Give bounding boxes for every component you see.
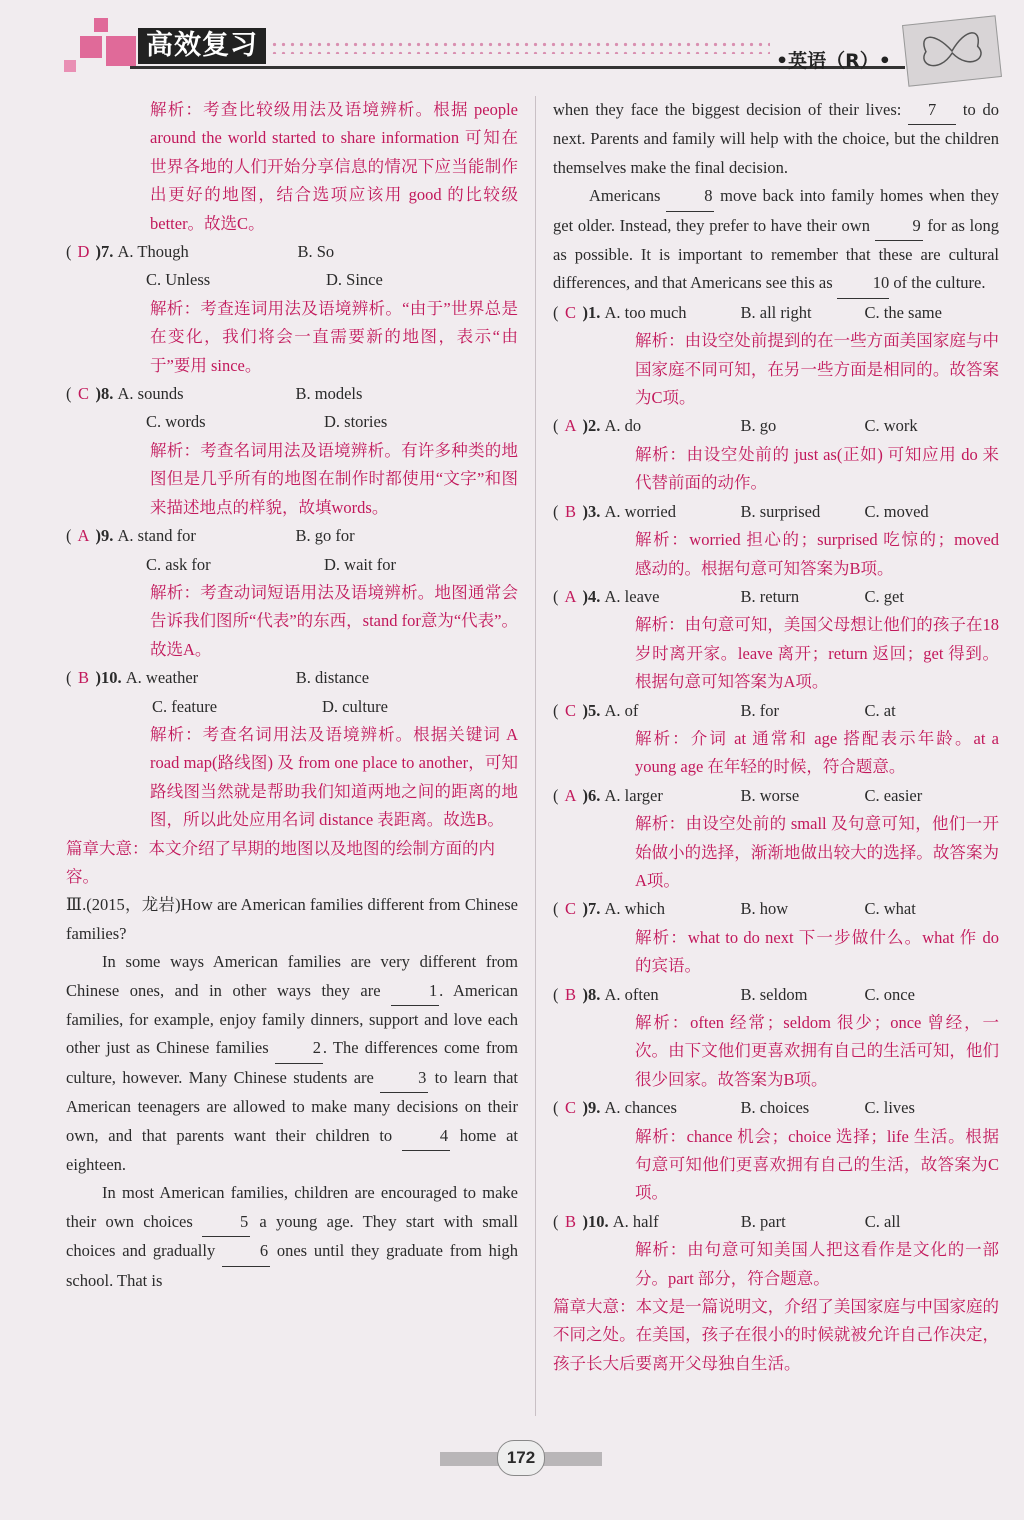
header-block: [94, 18, 108, 32]
explanation: 解析：由设空处前提到的在一些方面美国家庭与中国家庭不同可知，在另一些方面是相同的。故答案为C项。: [635, 331, 999, 408]
question-item: ( B )8. A. often B. seldom C. once: [553, 981, 999, 1009]
question-number: )8.: [95, 384, 114, 404]
blank-3: 3: [380, 1064, 428, 1093]
butterfly-card-icon: [902, 15, 1002, 86]
option-c: C. easier: [864, 785, 923, 805]
option-a: A. of: [604, 700, 639, 720]
footer-bar: [540, 1452, 602, 1466]
header-block: [106, 36, 136, 66]
option-c: C. words: [146, 412, 206, 432]
blank-10: 10: [837, 269, 890, 298]
passage-paragraph-2: [66, 1179, 518, 1295]
subject-label: •英语（R）•: [776, 50, 891, 72]
question-item: ( B )3. A. worried B. surprised C. moved: [553, 498, 999, 526]
option-c: C. get: [864, 586, 904, 606]
question-item: ( A )2. A. do B. go C. work: [553, 412, 999, 440]
answer: A: [564, 416, 577, 436]
question-number: )8.: [582, 984, 601, 1004]
option-a: A. worried: [604, 501, 676, 521]
blank-2: 2: [275, 1034, 323, 1063]
explanation-8: 解析：考查名词用法及语境辨析。有许多种类的地图但是几乎所有的地图在制作时都使用“文字”和图来描述地点的样貌，故填words。: [150, 440, 518, 517]
passage-text: . The differences come from culture, however. Many Chinese students are: [66, 1038, 518, 1087]
explanation: 解析：worried 担心的；surprised 吃惊的；moved 感动的。根据句意可知答案为B项。: [635, 530, 999, 578]
question-8: ( C )8. A. sounds B. models: [66, 380, 518, 408]
option-c: C. Unless: [146, 270, 211, 290]
option-c: C. once: [864, 984, 915, 1004]
blank-8: 8: [666, 182, 714, 211]
explanation-6: 解析：考查比较级用法及语境辨析。根据 people around the world started to share information 可知在世界各地的人们开始分享信息的情况下应当能制作出更好的地图，结合选项应该用 good 的比较级 better。故选C。: [150, 100, 518, 233]
option-b: B. part: [740, 1211, 786, 1231]
left-column: [66, 96, 518, 1295]
header-block: [64, 60, 76, 72]
page-number: 172: [497, 1440, 545, 1476]
explanation-9: 解析：考查动词短语用法及语境辨析。地图通常会告诉我们图所“代表”的东西，stand for意为“代表”。故选A。: [150, 582, 518, 659]
option-b: B. return: [740, 586, 800, 606]
option-a: A. too much: [604, 302, 687, 322]
explanation: 解析：由句意可知，美国父母想让他们的孩子在18岁时离开家。leave 离开；return 返回；get 得到。根据句意可知答案为A项。: [635, 615, 999, 692]
answer: A: [564, 586, 577, 606]
question-number: )5.: [582, 700, 601, 720]
header: [0, 0, 1024, 92]
header-title: 高效复习: [138, 28, 266, 64]
passage-paragraph-3: [553, 182, 999, 299]
explanation-10: 解析：考查名词用法及语境辨析。根据关键词 A road map(路线图) 及 from one place to another，可知路线图当然就是帮助我们知道两地之间的距离的地图，所以此处应用名词 distance 表距离。故选B。: [150, 724, 518, 830]
option-a: A. which: [604, 899, 665, 919]
passage-summary: 篇章大意：本文介绍了早期的地图以及地图的绘制方面的内容。: [66, 838, 495, 886]
answer: B: [564, 501, 576, 521]
option-c: C. work: [864, 416, 918, 436]
option-a: A. half: [612, 1211, 659, 1231]
column-divider: [535, 96, 536, 1416]
option-d: D. culture: [322, 696, 388, 716]
explanation: 解析：由句意可知美国人把这看作是文化的一部分。part 部分，符合题意。: [635, 1240, 999, 1288]
answer: C: [564, 1098, 576, 1118]
passage-text: of the culture.: [893, 273, 986, 293]
option-a: A. chances: [604, 1098, 677, 1118]
option-a: A. Though: [117, 242, 189, 262]
option-c: C. feature: [152, 696, 218, 716]
header-block: [80, 36, 102, 58]
option-b: B. surprised: [740, 501, 821, 521]
question-item: ( C )9. A. chances B. choices C. lives: [553, 1094, 999, 1122]
question-item: ( C )7. A. which B. how C. what: [553, 895, 999, 923]
option-c: C. all: [864, 1211, 901, 1231]
question-number: )7.: [582, 899, 601, 919]
passage-text: Americans: [589, 186, 661, 206]
option-b: B. how: [740, 899, 789, 919]
explanation: 解析：what to do next 下一步做什么。what 作 do 的宾语。: [635, 927, 999, 976]
answer: C: [564, 302, 576, 322]
option-a: A. often: [604, 984, 659, 1004]
passage-text: to learn that American teenagers are allowed to make many decisions on their own, and that parents want their children to: [66, 1067, 519, 1145]
question-7-row2: [66, 266, 518, 294]
blank-9: 9: [875, 212, 923, 241]
question-number: )7.: [95, 242, 114, 262]
option-a: A. stand for: [117, 526, 196, 546]
question-number: )9.: [582, 1098, 601, 1118]
answer: C: [564, 700, 576, 720]
option-c: C. what: [864, 899, 916, 919]
explanation: 解析：often 经常；seldom 很少；once 曾经，一次。由下文他们更喜欢拥有自己的生活可知，他们很少回家。故答案为B项。: [635, 1013, 999, 1089]
blank-5: 5: [202, 1208, 250, 1237]
question-8-row2: [66, 408, 518, 436]
answer: B: [77, 668, 89, 688]
answer: B: [564, 1211, 576, 1231]
answer: B: [564, 984, 576, 1004]
option-b: B. all right: [740, 302, 812, 322]
blank-1: 1: [391, 977, 439, 1006]
answer: A: [564, 785, 577, 805]
question-number: )10.: [582, 1211, 609, 1231]
option-c: C. the same: [864, 302, 942, 322]
passage-text: move back into family homes when they get older. Instead, they prefer to have their own: [553, 186, 999, 235]
explanation: 解析：介词 at 通常和 age 搭配表示年龄。at a young age 在年轻的时候，符合题意。: [635, 728, 999, 777]
option-b: B. seldom: [740, 984, 808, 1004]
question-10: ( B )10. A. weather B. distance: [66, 664, 518, 692]
option-b: B. for: [740, 700, 779, 720]
explanation-7: 解析：考查连词用法及语境辨析。“由于”世界总是在变化，我们将会一直需要新的地图，表示“由于”要用 since。: [150, 298, 518, 375]
question-item: ( C )5. A. of B. for C. at: [553, 697, 999, 725]
option-c: C. at: [864, 700, 896, 720]
question-number: )10.: [95, 668, 122, 688]
question-list: [553, 299, 999, 1293]
option-a: A. larger: [604, 785, 663, 805]
passage-text: home at eighteen.: [66, 1125, 518, 1175]
option-a: A. weather: [125, 668, 199, 688]
option-a: A. leave: [604, 586, 660, 606]
passage-text: to do next. Parents and family will help with the choice, but the children themselves make the final decision.: [553, 100, 1000, 177]
blank-4: 4: [402, 1122, 450, 1151]
answer: C: [564, 899, 576, 919]
option-d: D. Since: [326, 270, 383, 290]
question-number: )4.: [582, 586, 601, 606]
question-number: )2.: [582, 416, 601, 436]
question-number: )1.: [582, 302, 601, 322]
footer-bar: [440, 1452, 502, 1466]
option-b: B. choices: [740, 1098, 810, 1118]
header-dots: [270, 40, 770, 54]
option-b: B. worse: [740, 785, 800, 805]
explanation: 解析：由设空处前的 just as(正如) 可知应用 do 来代替前面的动作。: [635, 444, 999, 493]
question-item: ( A )6. A. larger B. worse C. easier: [553, 782, 999, 810]
option-c: C. lives: [864, 1098, 915, 1118]
passage-summary: 篇章大意：本文是一篇说明文，介绍了美国家庭与中国家庭的不同之处。在美国，孩子在很小的时候就被允许自己作决定，孩子长大后要离开父母独自生活。: [553, 1297, 999, 1373]
option-d: D. stories: [324, 412, 388, 432]
passage-text: ones until they graduate from high school. That is: [66, 1241, 519, 1290]
page-footer: [440, 1440, 600, 1476]
answer: A: [77, 526, 90, 546]
passage-text: In some ways American families are very different from Chinese ones, and in other ways they are: [66, 952, 518, 1000]
question-item: ( B )10. A. half B. part C. all: [553, 1208, 999, 1236]
passage-paragraph-2-cont: [553, 96, 999, 182]
question-9-row2: [66, 551, 518, 579]
option-a: A. do: [604, 416, 642, 436]
passage-text: . American families, for example, enjoy family dinners, support and love each other just as Chinese families: [66, 980, 518, 1058]
question-number: )9.: [95, 526, 114, 546]
option-b: B. go: [740, 416, 777, 436]
explanation: 解析：chance 机会；choice 选择；life 生活。根据句意可知他们更喜欢拥有自己的生活，故答案为C项。: [635, 1126, 999, 1203]
question-item: ( A )4. A. leave B. return C. get: [553, 583, 999, 611]
right-column: [553, 96, 999, 1378]
answer: C: [77, 384, 89, 404]
question-number: )6.: [582, 785, 601, 805]
passage-text: In most American families, children are encouraged to make their own choices: [66, 1183, 518, 1231]
explanation: 解析：由设空处前的 small 及句意可知，他们一开始做小的选择，渐渐地做出较大的选择。故答案为A项。: [635, 814, 999, 890]
option-c: C. moved: [864, 501, 929, 521]
section-heading: Ⅲ.(2015，龙岩)How are American families different from Chinese families?: [66, 895, 518, 943]
question-9: ( A )9. A. stand for B. go for: [66, 522, 518, 550]
passage-text: when they face the biggest decision of their lives:: [553, 100, 902, 119]
option-b: B. So: [297, 242, 335, 262]
passage-text: a young age. They start with small choices and gradually: [66, 1211, 519, 1261]
passage-text: for as long as possible. It is important to remember that these are cultural differences, and that Americans see this as: [553, 215, 999, 293]
option-c: C. ask for: [146, 554, 211, 574]
option-b: B. go for: [295, 526, 355, 546]
option-a: A. sounds: [117, 384, 184, 404]
question-number: )3.: [582, 501, 601, 521]
question-10-row2: [66, 693, 518, 721]
question-item: ( C )1. A. too much B. all right C. the same: [553, 299, 999, 327]
option-b: B. distance: [295, 668, 370, 688]
question-7: ( D )7. A. Though B. So: [66, 238, 518, 266]
option-d: D. wait for: [324, 554, 396, 574]
blank-7: 7: [908, 96, 956, 125]
option-b: B. models: [295, 384, 363, 404]
passage-paragraph-1: [66, 948, 518, 1179]
answer: D: [77, 242, 90, 262]
blank-6: 6: [222, 1237, 270, 1266]
